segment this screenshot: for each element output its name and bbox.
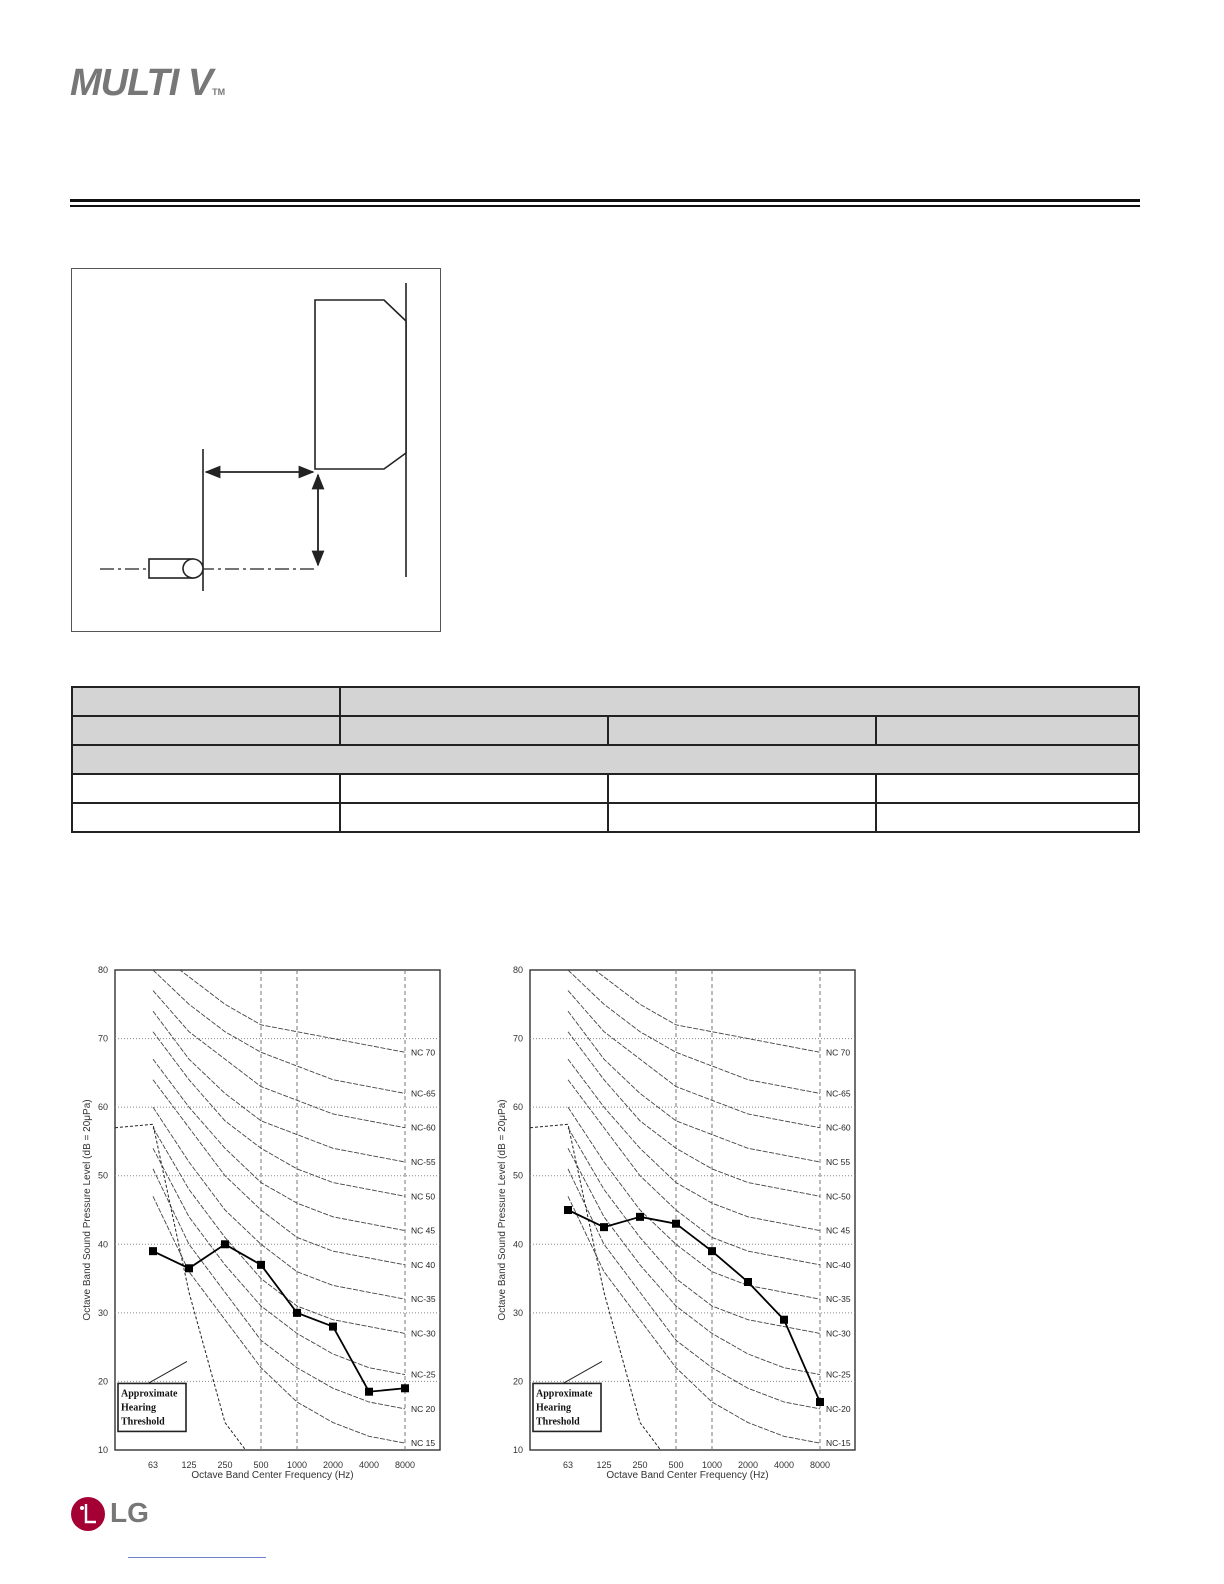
x-tick-label: 2000 bbox=[737, 1460, 759, 1470]
x-tick-label: 4000 bbox=[358, 1460, 380, 1470]
x-tick-label: 500 bbox=[253, 1460, 269, 1470]
data-point bbox=[293, 1309, 301, 1317]
table-cell bbox=[340, 687, 1139, 716]
nc-curve-label: NC 45 bbox=[411, 1225, 436, 1236]
x-tick-label: 500 bbox=[668, 1460, 684, 1470]
threshold-pointer-line bbox=[563, 1361, 602, 1383]
data-point bbox=[365, 1388, 373, 1396]
lg-logo-text: LG bbox=[110, 1497, 149, 1528]
nc-curve-label: NC 20 bbox=[411, 1403, 436, 1414]
y-tick-label: 30 bbox=[97, 1307, 108, 1318]
data-point bbox=[149, 1247, 157, 1255]
measurement-diagram bbox=[71, 268, 441, 632]
nc-curve-label: NC-25 bbox=[411, 1369, 436, 1380]
y-tick-label: 70 bbox=[97, 1033, 108, 1044]
nc-curve-label: NC-40 bbox=[826, 1259, 851, 1270]
nc-curve-line bbox=[568, 970, 820, 1093]
x-tick-label: 2000 bbox=[322, 1460, 344, 1470]
diagram-drawing bbox=[72, 269, 442, 633]
table-cell bbox=[608, 774, 876, 803]
x-tick-label: 1000 bbox=[286, 1460, 308, 1470]
plot-frame bbox=[115, 970, 440, 1450]
y-tick-label: 30 bbox=[512, 1307, 523, 1318]
table-cell bbox=[608, 803, 876, 832]
y-tick-label: 10 bbox=[97, 1445, 108, 1455]
data-point bbox=[816, 1398, 824, 1406]
y-tick-label: 50 bbox=[97, 1170, 108, 1181]
x-tick-label: 8000 bbox=[394, 1460, 416, 1470]
threshold-label-text: Approximate bbox=[121, 1388, 178, 1400]
table-cell bbox=[72, 803, 340, 832]
brand-text: MULTI V bbox=[70, 62, 213, 104]
x-tick-label: 250 bbox=[217, 1460, 233, 1470]
threshold-label-text: Threshold bbox=[121, 1416, 165, 1428]
table-cell bbox=[340, 803, 608, 832]
nc-curve-line bbox=[568, 1169, 820, 1409]
data-point bbox=[564, 1206, 572, 1214]
nc-chart-cooling bbox=[70, 960, 460, 1490]
table-cell bbox=[608, 716, 876, 745]
nc-curve-label: NC-20 bbox=[826, 1403, 851, 1414]
nc-chart-heating bbox=[485, 960, 875, 1490]
nc-curve-label: NC 55 bbox=[826, 1157, 851, 1167]
data-point bbox=[600, 1223, 608, 1231]
x-tick-label: 250 bbox=[632, 1460, 648, 1470]
data-point bbox=[221, 1240, 229, 1248]
y-tick-label: 60 bbox=[97, 1102, 108, 1113]
table-cell bbox=[340, 774, 608, 803]
data-point bbox=[636, 1213, 644, 1221]
table-cell bbox=[72, 745, 1139, 774]
data-point bbox=[780, 1316, 788, 1324]
table-subheader-row bbox=[72, 716, 1139, 745]
nc-curve-label: NC-65 bbox=[411, 1088, 436, 1099]
x-tick-label: 4000 bbox=[773, 1460, 795, 1470]
table-section-row bbox=[72, 745, 1139, 774]
data-point bbox=[708, 1247, 716, 1255]
x-tick-label: 1000 bbox=[701, 1460, 723, 1470]
lg-logo-icon bbox=[70, 1496, 106, 1532]
nc-curve-label: NC-15 bbox=[826, 1438, 851, 1449]
trademark-mark: TM bbox=[212, 87, 226, 97]
y-tick-label: 80 bbox=[512, 965, 523, 975]
table-cell bbox=[72, 774, 340, 803]
nc-curve-line bbox=[153, 1148, 405, 1374]
nc-curve-line bbox=[568, 1059, 820, 1230]
x-tick-label: 63 bbox=[562, 1460, 574, 1470]
x-tick-label: 125 bbox=[596, 1460, 612, 1470]
y-tick-label: 20 bbox=[97, 1376, 108, 1387]
x-tick-label: 8000 bbox=[809, 1460, 831, 1470]
header-rule-bottom bbox=[70, 205, 1140, 207]
nc-curve-label: NC-35 bbox=[411, 1294, 436, 1305]
sound-spec-table bbox=[71, 686, 1140, 833]
nc-curve-line bbox=[568, 1032, 820, 1197]
y-tick-label: 80 bbox=[97, 965, 108, 975]
threshold-label-text: Hearing bbox=[536, 1402, 571, 1414]
nc-curve-label: NC-35 bbox=[826, 1294, 851, 1305]
data-point bbox=[744, 1278, 752, 1286]
y-tick-label: 50 bbox=[512, 1170, 523, 1181]
table-row bbox=[72, 803, 1139, 832]
x-tick-label: 125 bbox=[181, 1460, 197, 1470]
table-cell bbox=[72, 716, 340, 745]
y-tick-label: 60 bbox=[512, 1102, 523, 1113]
nc-curve-line bbox=[153, 1128, 405, 1334]
nc-curve-label: NC-60 bbox=[411, 1122, 436, 1133]
threshold-label-text: Threshold bbox=[536, 1416, 580, 1428]
nc-curve-line bbox=[153, 970, 405, 1093]
x-axis-label: Octave Band Center Frequency (Hz) bbox=[606, 1470, 769, 1481]
plot-frame bbox=[530, 970, 855, 1450]
nc-curve-label: NC-55 bbox=[411, 1157, 436, 1167]
microphone-head bbox=[183, 559, 203, 578]
data-point bbox=[329, 1323, 337, 1331]
nc-curve-label: NC 45 bbox=[826, 1225, 851, 1236]
nc-curve-line bbox=[153, 1059, 405, 1230]
footer-link-underline bbox=[128, 1557, 266, 1558]
x-tick-label: 63 bbox=[147, 1460, 159, 1470]
nc-curve-label: NC-30 bbox=[411, 1328, 436, 1339]
hearing-threshold-curve bbox=[530, 1124, 820, 1490]
y-axis-label: Octave Band Sound Pressure Level (dB = 20μPa) bbox=[497, 1099, 508, 1321]
table-header-row bbox=[72, 687, 1139, 716]
unit-outline bbox=[315, 300, 406, 469]
nc-curve-label: NC 40 bbox=[411, 1259, 436, 1270]
data-series-line bbox=[568, 1210, 820, 1402]
data-point bbox=[185, 1264, 193, 1272]
y-tick-label: 40 bbox=[97, 1239, 108, 1250]
data-point bbox=[672, 1220, 680, 1228]
threshold-pointer-line bbox=[148, 1361, 187, 1383]
table-cell bbox=[876, 803, 1139, 832]
table-cell bbox=[876, 774, 1139, 803]
nc-curve-line bbox=[568, 1107, 820, 1299]
nc-curve-label: NC-60 bbox=[826, 1122, 851, 1133]
nc-curve-label: NC 70 bbox=[826, 1047, 851, 1058]
table-cell bbox=[72, 687, 340, 716]
hearing-threshold-curve bbox=[115, 1124, 405, 1490]
x-axis-label: Octave Band Center Frequency (Hz) bbox=[191, 1470, 354, 1481]
nc-curve-line bbox=[568, 1148, 820, 1374]
table-cell bbox=[340, 716, 608, 745]
nc-curve-label: NC-25 bbox=[826, 1369, 851, 1380]
y-tick-label: 40 bbox=[512, 1239, 523, 1250]
y-tick-label: 20 bbox=[512, 1376, 523, 1387]
table-cell bbox=[876, 716, 1139, 745]
y-axis-label: Octave Band Sound Pressure Level (dB = 20μPa) bbox=[82, 1099, 93, 1321]
threshold-label-text: Approximate bbox=[536, 1388, 593, 1400]
nc-curve-label: NC-65 bbox=[826, 1088, 851, 1099]
nc-curve-label: NC 70 bbox=[411, 1047, 436, 1058]
nc-curve-label: NC 50 bbox=[411, 1191, 436, 1202]
y-tick-label: 10 bbox=[512, 1445, 523, 1455]
header-rule-top bbox=[70, 199, 1140, 202]
nc-curve-label: NC 15 bbox=[411, 1438, 436, 1449]
nc-curve-label: NC-50 bbox=[826, 1191, 851, 1202]
data-point bbox=[257, 1261, 265, 1269]
data-point bbox=[401, 1384, 409, 1392]
nc-curve-line bbox=[153, 1032, 405, 1197]
brand-logo bbox=[70, 62, 225, 105]
table-row bbox=[72, 774, 1139, 803]
threshold-label-text: Hearing bbox=[121, 1402, 156, 1414]
y-tick-label: 70 bbox=[512, 1033, 523, 1044]
nc-curve-label: NC-30 bbox=[826, 1328, 851, 1339]
